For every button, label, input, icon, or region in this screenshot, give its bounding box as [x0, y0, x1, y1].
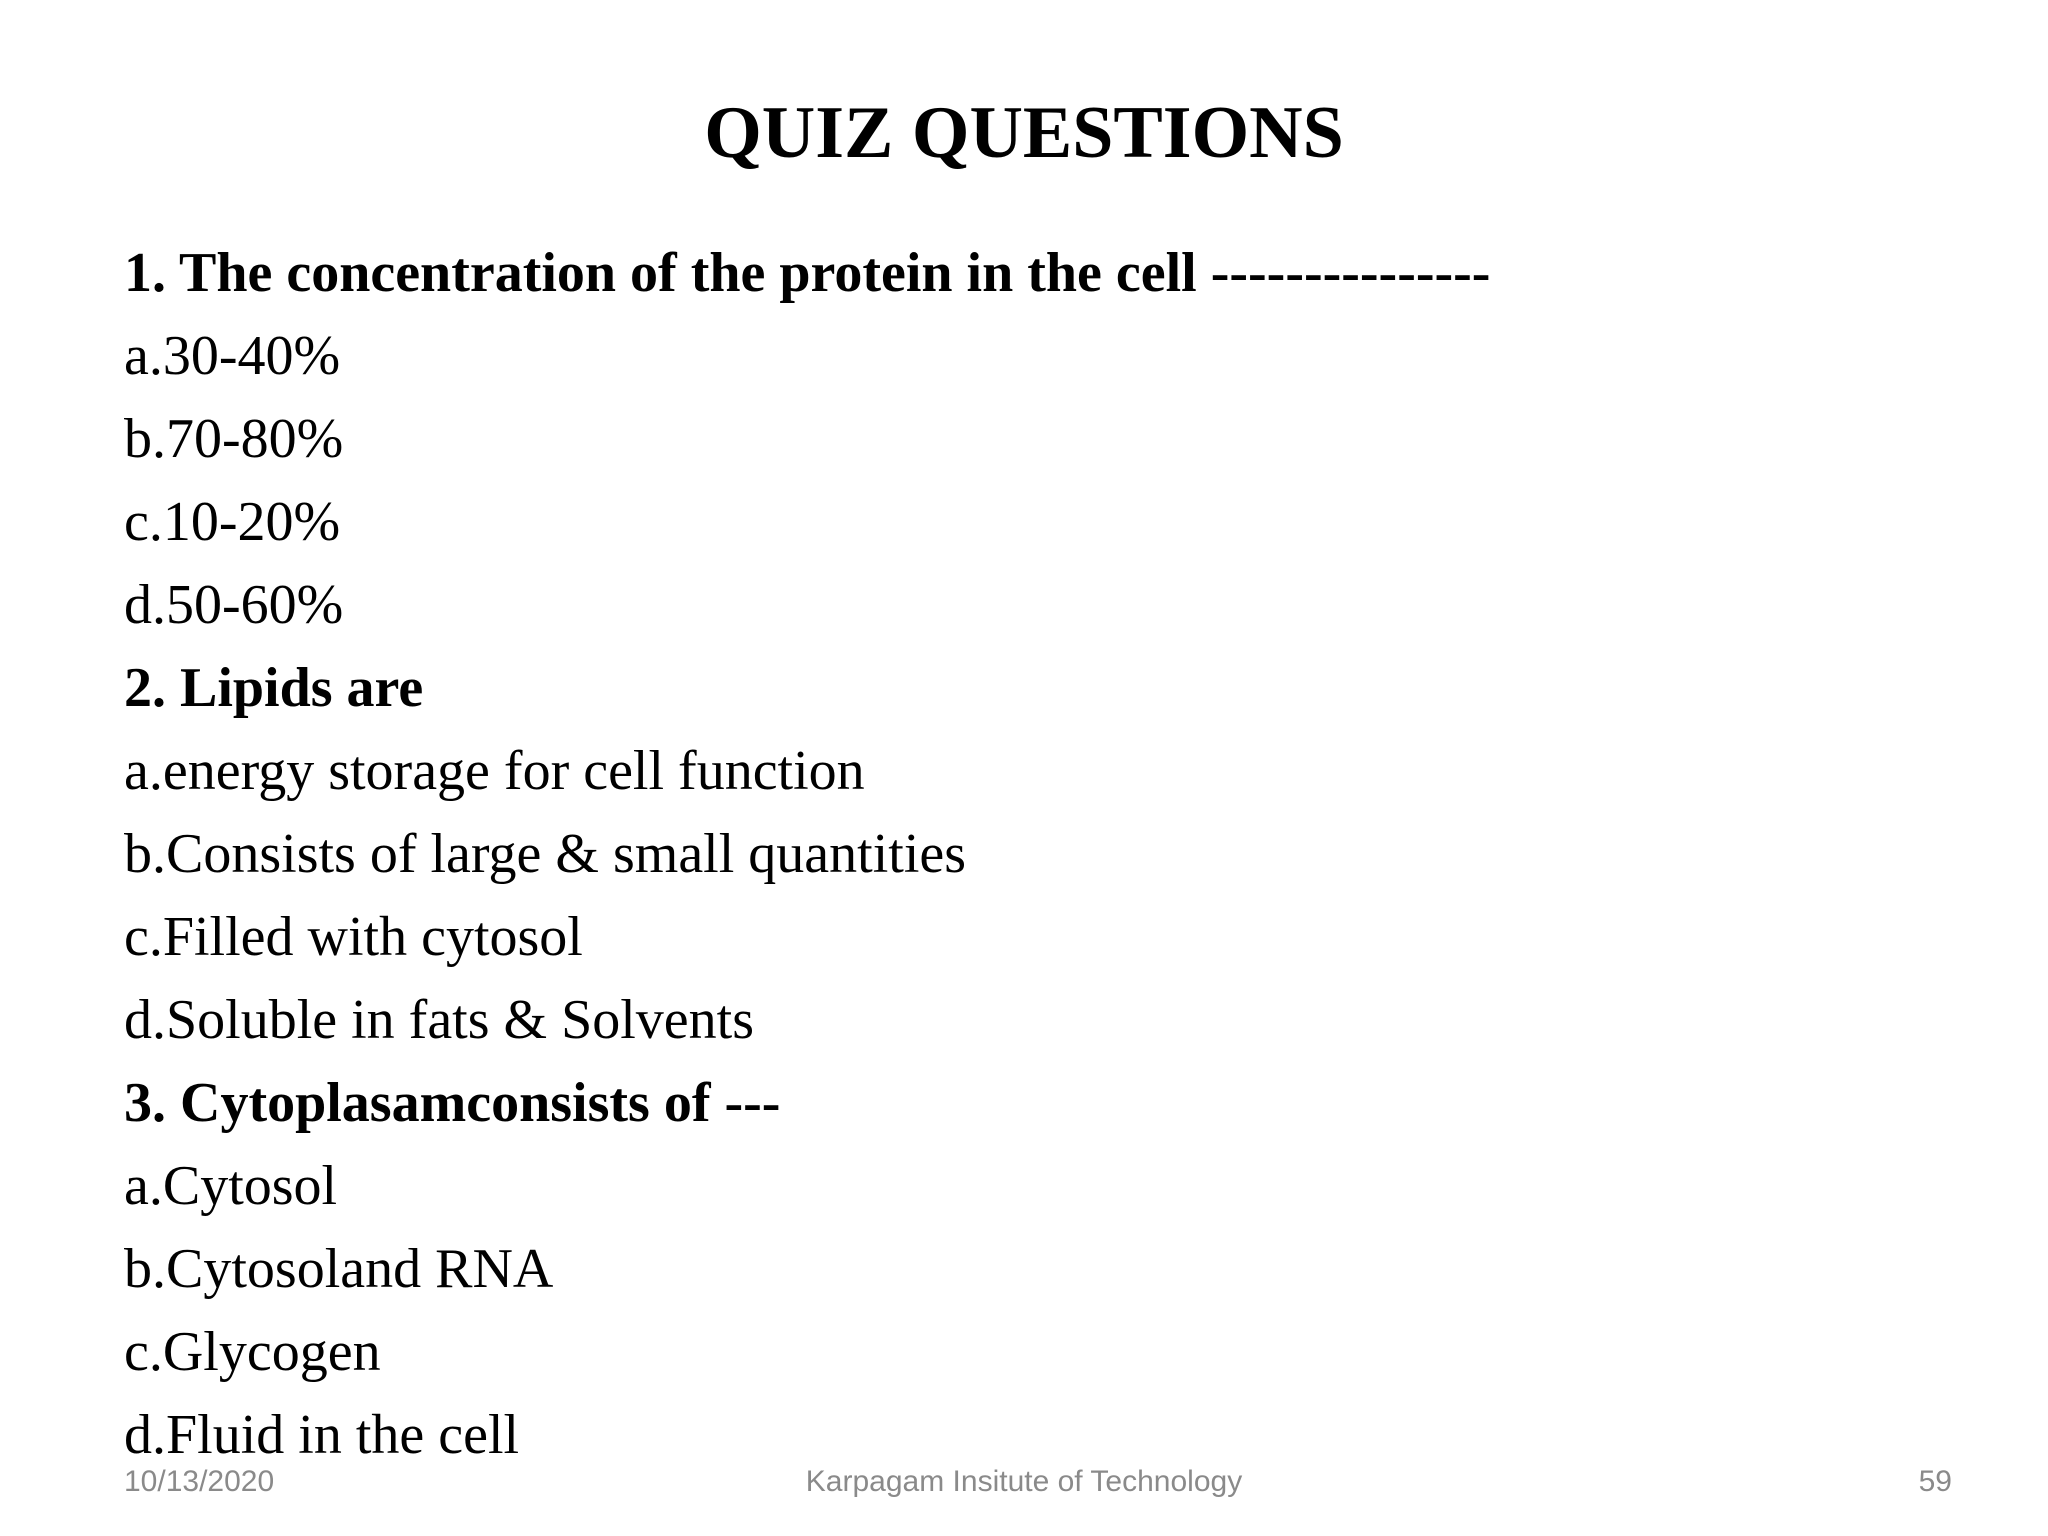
- question-3-option-d: d.Fluid in the cell: [124, 1404, 520, 1466]
- question-2: 2. Lipids are: [124, 657, 424, 719]
- question-3-option-a: a.Cytosol: [124, 1155, 338, 1217]
- question-3: 3. Cytoplasamconsists of ---: [124, 1072, 781, 1134]
- question-1: 1. The concentration of the protein in the cell ---------------: [124, 242, 1491, 304]
- footer-date: 10/13/2020: [124, 1465, 275, 1498]
- question-3-option-b: b.Cytosoland RNA: [124, 1238, 554, 1300]
- question-1-option-b: b.70-80%: [124, 408, 344, 470]
- question-2-option-a: a.energy storage for cell function: [124, 740, 865, 802]
- quiz-content: [124, 232, 1924, 1477]
- footer-institution: Karpagam Insitute of Technology: [805, 1465, 1243, 1498]
- question-2-option-c: c.Filled with cytosol: [124, 906, 583, 968]
- question-2-option-b: b.Consists of large & small quantities: [124, 823, 967, 885]
- question-1-option-d: d.50-60%: [124, 574, 344, 636]
- question-1-option-c: c.10-20%: [124, 491, 341, 553]
- slide-title: QUIZ QUESTIONS: [704, 92, 1344, 174]
- question-1-option-a: a.30-40%: [124, 325, 341, 387]
- footer-page-number: 59: [1918, 1465, 1952, 1498]
- question-2-option-d: d.Soluble in fats & Solvents: [124, 989, 754, 1051]
- question-3-option-c: c.Glycogen: [124, 1321, 381, 1383]
